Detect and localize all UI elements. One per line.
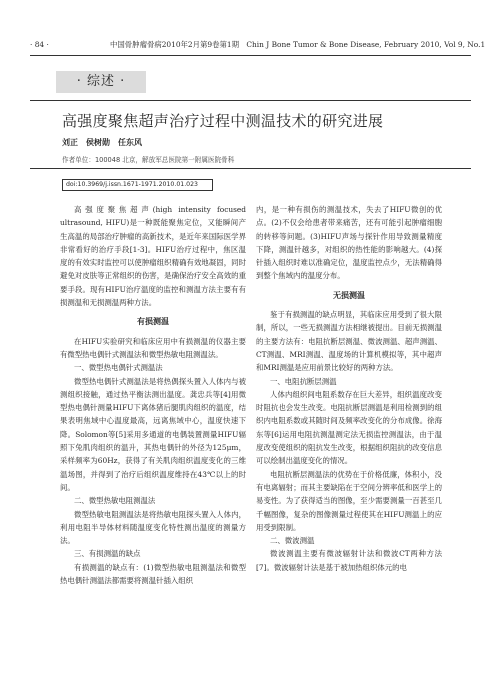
continuation-paragraph: 内，是一种有损伤的测温技术，失去了HIFU微创的优点。(2)不仅会给患者带来痛苦，还有可能引起肿瘤细胞的转移等问题。(3)HIFU声场与探针作用导致测量精度下降，测温针越多，对组织的热性能的影响越大。(4)探针插入组织时难以准确定位，温度监控点少，无法精确得到整个焦域内的温度分布。 xyxy=(256,205,442,281)
eit-text-2: 电阻抗断层测温法的优势在于价格低廉，体积小，没有电离辐射；而其主要缺陷在于空间分辨率低和医学上的易变性。为了获得适当的图像，至少需要测量一百甚至几千幅图像，复杂的图像测量过程使其在HIFU测温上的应用受到限制。 xyxy=(256,469,442,532)
invasive-intro: 在HIFU实验研究和临床应用中有损测温的仪器主要有微型热电偶针式测温法和微型热敏电阻测温法。 xyxy=(60,336,246,359)
running-header xyxy=(30,38,486,52)
thermistor-text: 微型热敏电阻测温法是将热敏电阻探头置入人体内，利用电阻半导体材料随温度变化特性测出温度的测量方法。 xyxy=(60,509,246,546)
subheading-microwave: 二、微波测温 xyxy=(270,536,315,546)
noninvasive-intro: 鉴于有损测温的缺点明显，其临床应用受到了很大限制，所以，一些无损测温方法相继被提出。目前无损测温的主要方法有：电阻抗断层测温、微波测温、超声测温、CT测温、MRI测温、温度场的计算机模拟等，其中超声和MRI测温是应用前景比较好的两种方法。 xyxy=(256,310,442,373)
article-authors: 刘正 侯树勋 任东风 xyxy=(62,138,142,147)
doi-box: doi:10.3969/j.issn.1671-1971.2010.01.023 xyxy=(62,179,213,191)
section-tag: · 综述 · xyxy=(56,71,146,93)
title-top-rule xyxy=(30,100,471,101)
journal-info: 中国骨肿瘤骨病2010年2月第9卷第1期 Chin J Bone Tumor & Bone Disease, February 2010, Vol 9, No.1 xyxy=(110,40,486,49)
header-rule xyxy=(30,55,471,56)
subheading-eit: 一、电阻抗断层测温 xyxy=(270,376,337,386)
heading-noninvasive: 无损测温 xyxy=(333,290,365,300)
right-column xyxy=(256,203,442,574)
eit-text: 人体内组织间电阻系数存在巨大差异，组织温度改变时阻抗也会发生改变。电阻抗断层测温是利用检测到的组织内电阻系数或其随时间及频率改变化的分布成像。徐海东等[6]运用电阻抗测温测定法无损监控测温法，由于温度改变使组织的阻抗发生改变，根据组织阻抗的改变信息可以绘制出温度变化的情况。 xyxy=(256,389,442,466)
thermocouple-text: 微型热电偶针式测温法是将热偶探头置入人体内与被测组织接触，通过热平衡法测出温度。龚忠兵等[4]用微型热电偶针测量HIFU下离体猪后腿肌肉组织的温度，结果表明焦域中心温度最高，远离焦域中心，温度快速下降。Solomon等[5]采用多通道的电偶装置测量HIFU辐照下兔肌肉组织的温升，其热电偶针的外径为125μm，采样频率为60Hz，获得了有关肌肉组织温度变化的三维温场图，并得到了治疗后组织温度维持在43℃以上的时间。 xyxy=(60,376,246,492)
page-number: · 84 · xyxy=(30,40,49,49)
article-affiliation: 作者单位：100048 北京，解放军总医院第一附属医院骨科 xyxy=(62,156,235,164)
subheading-thermistor: 二、微型热敏电阻测温法 xyxy=(74,496,156,506)
article-title: 高强度聚焦超声治疗过程中测温技术的研究进展 xyxy=(62,112,384,130)
intro-paragraph: 高强度聚焦超声(high intensity focused ultrasound, HIFU)是一种既能聚焦定位，又能瞬间产生高温的局部治疗肿瘤的高新技术，是近年来国际医学界非常看好的治疗手段[1-3]。HIFU治疗过程中，焦区温度的有效实时监控可以使肿瘤组织精确有效地凝固，同时避免对皮肤等正常组织的伤害，是确保治疗安全高效的重要手段。现有HIFU治疗温度的监控和测温方法主要有有损测温和无损测温两种方法。 xyxy=(60,205,246,308)
subheading-invasive-drawbacks: 三、有损测温的缺点 xyxy=(74,549,141,559)
title-bottom-rule xyxy=(30,168,471,169)
subheading-thermocouple: 一、微型热电偶针式测温法 xyxy=(74,363,163,373)
heading-invasive: 有损测温 xyxy=(137,317,169,327)
left-column xyxy=(60,203,246,587)
invasive-drawbacks-text: 有损测温的缺点有：(1)微型热敏电阻测温法和微型热电偶针测温法都需要将测温针插入组织 xyxy=(60,562,246,586)
microwave-text: 微波测温主要有微波辐射计法和微波CT两种方法[7]。微波辐射计法是基于被加热组织体元的电 xyxy=(256,549,442,572)
